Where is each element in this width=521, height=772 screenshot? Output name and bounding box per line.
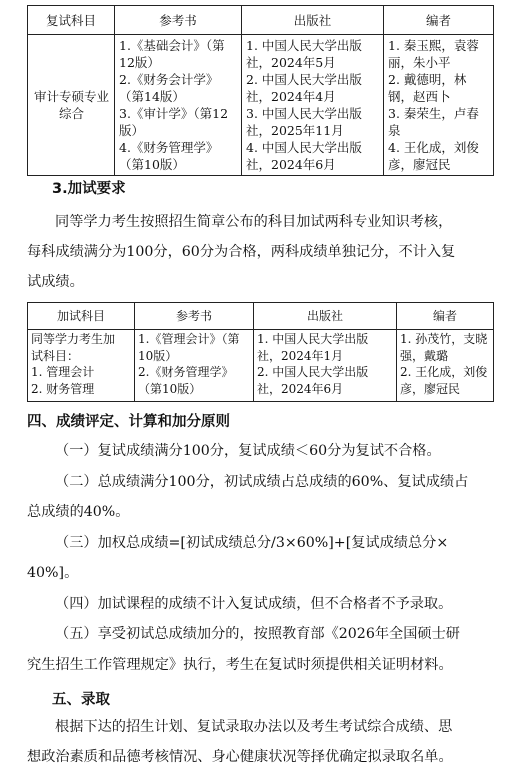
book-line: 1.《管理会计》（第 [138,332,240,346]
paragraph-line: 同等学力考生按照招生简章公布的科目加试两科专业知识考核， [55,214,453,230]
rule-line: （二）总成绩满分100分，初试成绩占总成绩的60%、复试成绩占 [55,473,469,490]
additional-exam-table [27,302,494,402]
paragraph-line: 想政治素质和品德考核情况、身心健康状况等择优确定拟录取名单。 [27,749,453,765]
subject-line: 审计专硕专业 [33,89,109,104]
book-line: 版） [119,123,145,138]
header-subject: 加试科目 [28,303,135,330]
header-editor: 编者 [397,303,494,330]
publisher-line: 4. 中国人民大学出版 [246,140,362,155]
subject-line: 1. 管理会计 [31,365,95,379]
editor-line: 1. 孙茂竹，支晓 [400,332,488,346]
section-5-heading: 五、录取 [52,692,110,708]
book-line: 1.《基础会计》（第 [119,38,225,53]
publisher-line: 社，2024年6月 [246,157,336,172]
editor-line: 4. 王化成，刘俊 [388,140,479,155]
book-line: 4.《财务管理学》 [119,140,219,155]
book-line: 12版） [119,55,160,70]
section-5-paragraph [27,712,497,772]
book-line: 10版） [138,348,178,363]
header-editor: 编者 [384,6,494,35]
rule-line: （四）加试课程的成绩不计入复试成绩，但不合格者不予录取。 [55,595,453,612]
paragraph-line: 试成绩。 [27,274,84,290]
rule-line: 究生招生工作管理规定》执行，考生在复试时须提供相关证明材料。 [27,656,453,673]
table-row [28,330,494,402]
editor-line: 2. 王化成，刘俊 [400,365,488,379]
rule-line: 40%]。 [27,565,79,581]
editor-line: 彦，廖冠民 [388,157,451,172]
editors-cell [384,35,494,176]
rule-line: （一）复试成绩满分100分，复试成绩＜60分为复试不合格。 [55,443,441,459]
section-4-heading: 四、成绩评定、计算和加分原则 [27,414,230,430]
editor-line: 泉 [388,123,401,138]
section-3-heading: 3.加试要求 [52,181,126,197]
header-subject: 复试科目 [28,6,115,35]
editor-line: 2. 戴德明，林 [388,72,467,87]
books-cell [115,35,242,176]
editor-line: 钢，赵西卜 [388,89,451,104]
publisher-line: 社，2024年6月 [257,381,344,396]
subject-cell [28,35,115,176]
header-reference-book: 参考书 [135,303,254,330]
table-row [28,35,494,176]
publisher-line: 2. 中国人民大学出版 [257,365,369,379]
editors-cell [397,330,494,402]
book-line: 3.《审计学》（第12 [119,106,229,121]
publisher-line: 社，2025年11月 [246,123,344,138]
editor-line: 丽，朱小平 [388,55,451,70]
header-reference-book: 参考书 [115,6,242,35]
section-4-list [27,436,497,680]
rule-line: 总成绩的40%。 [27,504,130,520]
subject-line: 同等学力考生加 [31,332,116,346]
paragraph-line: 根据下达的招生计划、复试录取办法以及考生考试综合成绩、思 [55,719,453,735]
publisher-line: 1. 中国人民大学出版 [246,38,362,53]
publisher-line: 3. 中国人民大学出版 [246,106,362,121]
publishers-cell [242,35,384,176]
section-3-paragraph [27,207,497,297]
header-publisher: 出版社 [254,303,397,330]
subject-line: 试科目： [31,348,80,363]
book-line: （第14版） [119,89,185,104]
book-line: 2.《财务管理学》 [138,365,234,379]
book-line: 2.《财务会计学》 [119,72,219,87]
editor-line: 强，戴璐 [400,348,449,363]
publishers-cell [254,330,397,402]
book-line: （第10版） [119,157,185,172]
publisher-line: 社，2024年4月 [246,89,336,104]
books-cell [135,330,254,402]
publisher-line: 社，2024年5月 [246,55,336,70]
publisher-line: 社，2024年1月 [257,348,344,363]
rule-line: （三）加权总成绩=[初试成绩总分/3×60%]+[复试成绩总分× [55,534,449,551]
table-header-row [28,6,494,35]
editor-line: 彦，廖冠民 [400,381,461,396]
rule-line: （五）享受初试总成绩加分的，按照教育部《2026年全国硕士研 [55,626,460,642]
subject-line: 综合 [58,106,84,121]
book-line: （第10版） [138,381,202,396]
header-publisher: 出版社 [242,6,384,35]
subject-line: 2. 财务管理 [31,381,95,396]
subject-cell [28,330,135,402]
publisher-line: 1. 中国人民大学出版 [257,332,369,346]
table-header-row [28,303,494,330]
publisher-line: 2. 中国人民大学出版 [246,72,362,87]
editor-line: 1. 秦玉熙，袁蓉 [388,38,479,53]
retest-subject-table [27,5,494,176]
editor-line: 3. 秦荣生，卢春 [388,106,479,121]
paragraph-line: 每科成绩满分为100分，60分为合格，两科成绩单独记分，不计入复 [27,244,456,260]
